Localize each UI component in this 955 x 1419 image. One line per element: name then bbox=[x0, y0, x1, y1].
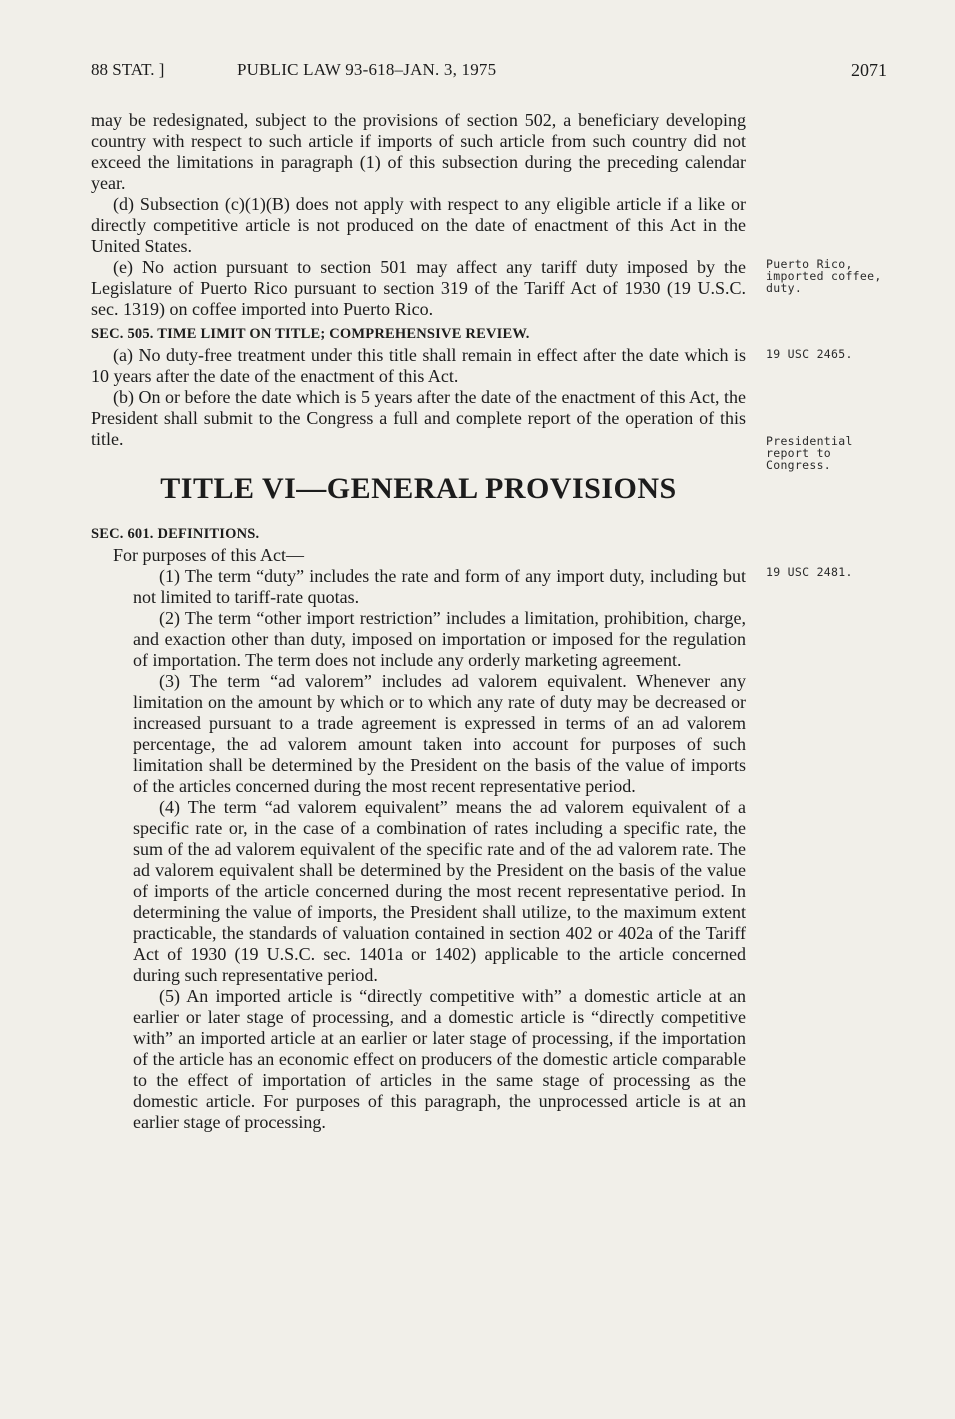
page-number: 2071 bbox=[851, 60, 887, 80]
definition-ad-valorem: (3) The term “ad valorem” includes ad valorem equivalent. Whenever any limitation on the amount by which or to which any rate of duty may be decreased or increased pursuant to a trade agreement is expressed in terms of an ad valorem percentage, the ad valorem amount taken into account for purposes of such limitation shall be determined by the President on the basis of the value of imports of the articles concerned during the most recent representative period. bbox=[133, 671, 746, 796]
statute-reference: 88 STAT. ] bbox=[91, 60, 165, 79]
definition-directly-competitive: (5) An imported article is “directly competitive with” a domestic article at an earlier or later stage of processing, and a domestic article is “directly competitive with” an imported article at an earlier or later stage of processing, if the importation of the article has an economic effect on producers of the domestic article comparable to the effect of importation of articles in the same stage of processing as the domestic article. For purposes of this paragraph, the unprocessed article is at an earlier stage of processing. bbox=[133, 986, 746, 1132]
definition-ad-valorem-equivalent: (4) The term “ad valorem equivalent” means the ad valorem equivalent of a specific rate or, in the case of a combination of rates including a specific rate, the sum of the ad valorem equivalent of the specific rate and of the ad valorem rate. The ad valorem equivalent shall be determined by the President on the basis of the value of imports of the article concerned during the most recent representative period. In determining the value of imports, the President shall utilize, to the maximum extent practicable, the standards of valuation contained in section 402 or 402a of the Tariff Act of 1930 (19 U.S.C. sec. 1401a or 1402) applicable to the article concerned during such representative period. bbox=[133, 797, 746, 985]
paragraph-subsection-d: (d) Subsection (c)(1)(B) does not apply with respect to any eligible article if a like or directly competitive article is not produced on the date of enactment of this Act in the United States. bbox=[91, 194, 746, 256]
margin-note-puerto-rico: Puerto Rico, imported coffee, duty. bbox=[766, 257, 882, 295]
public-law-title: PUBLIC LAW 93-618–JAN. 3, 1975 bbox=[237, 60, 497, 79]
margin-note-19-usc-2465: 19 USC 2465. bbox=[766, 347, 853, 361]
definitions-list bbox=[91, 566, 746, 1133]
definition-duty: (1) The term “duty” includes the rate and form of any import duty, including but not limited to tariff-rate quotas. bbox=[133, 566, 746, 607]
main-text bbox=[91, 110, 746, 1133]
page-header bbox=[91, 60, 887, 84]
title-vi-heading: TITLE VI—GENERAL PROVISIONS bbox=[160, 472, 677, 505]
definition-other-import-restriction: (2) The term “other import restriction” includes a limitation, prohibition, charge, and exaction other than duty, imposed on importation or imposed for the regulation of importation. The term does not include any orderly marketing agreement. bbox=[133, 608, 746, 670]
margin-note-19-usc-2481: 19 USC 2481. bbox=[766, 565, 853, 579]
paragraph-continued: may be redesignated, subject to the provisions of section 502, a beneficiary developing country with respect to such article if imports of such article from such country did not exceed the limitations in paragraph (1) of this subsection during the preceding calendar year. bbox=[91, 110, 746, 193]
paragraph-505-b: (b) On or before the date which is 5 years after the date of the enactment of this Act, the President shall submit to the Congress a full and complete report of the operation of this title. bbox=[91, 387, 746, 449]
section-505-heading: SEC. 505. TIME LIMIT ON TITLE; COMPREHENSIVE REVIEW. bbox=[91, 326, 530, 342]
section-601-intro: For purposes of this Act— bbox=[113, 545, 304, 565]
paragraph-505-a: (a) No duty-free treatment under this title shall remain in effect after the date which is 10 years after the date of the enactment of this Act. bbox=[91, 345, 746, 386]
section-601-heading: SEC. 601. DEFINITIONS. bbox=[91, 526, 260, 542]
margin-note-presidential-report: Presidential report to Congress. bbox=[766, 434, 853, 472]
paragraph-subsection-e: (e) No action pursuant to section 501 may affect any tariff duty imposed by the Legislature of Puerto Rico pursuant to section 319 of the Tariff Act of 1930 (19 U.S.C. sec. 1319) on coffee imported into Puerto Rico. bbox=[91, 257, 746, 319]
